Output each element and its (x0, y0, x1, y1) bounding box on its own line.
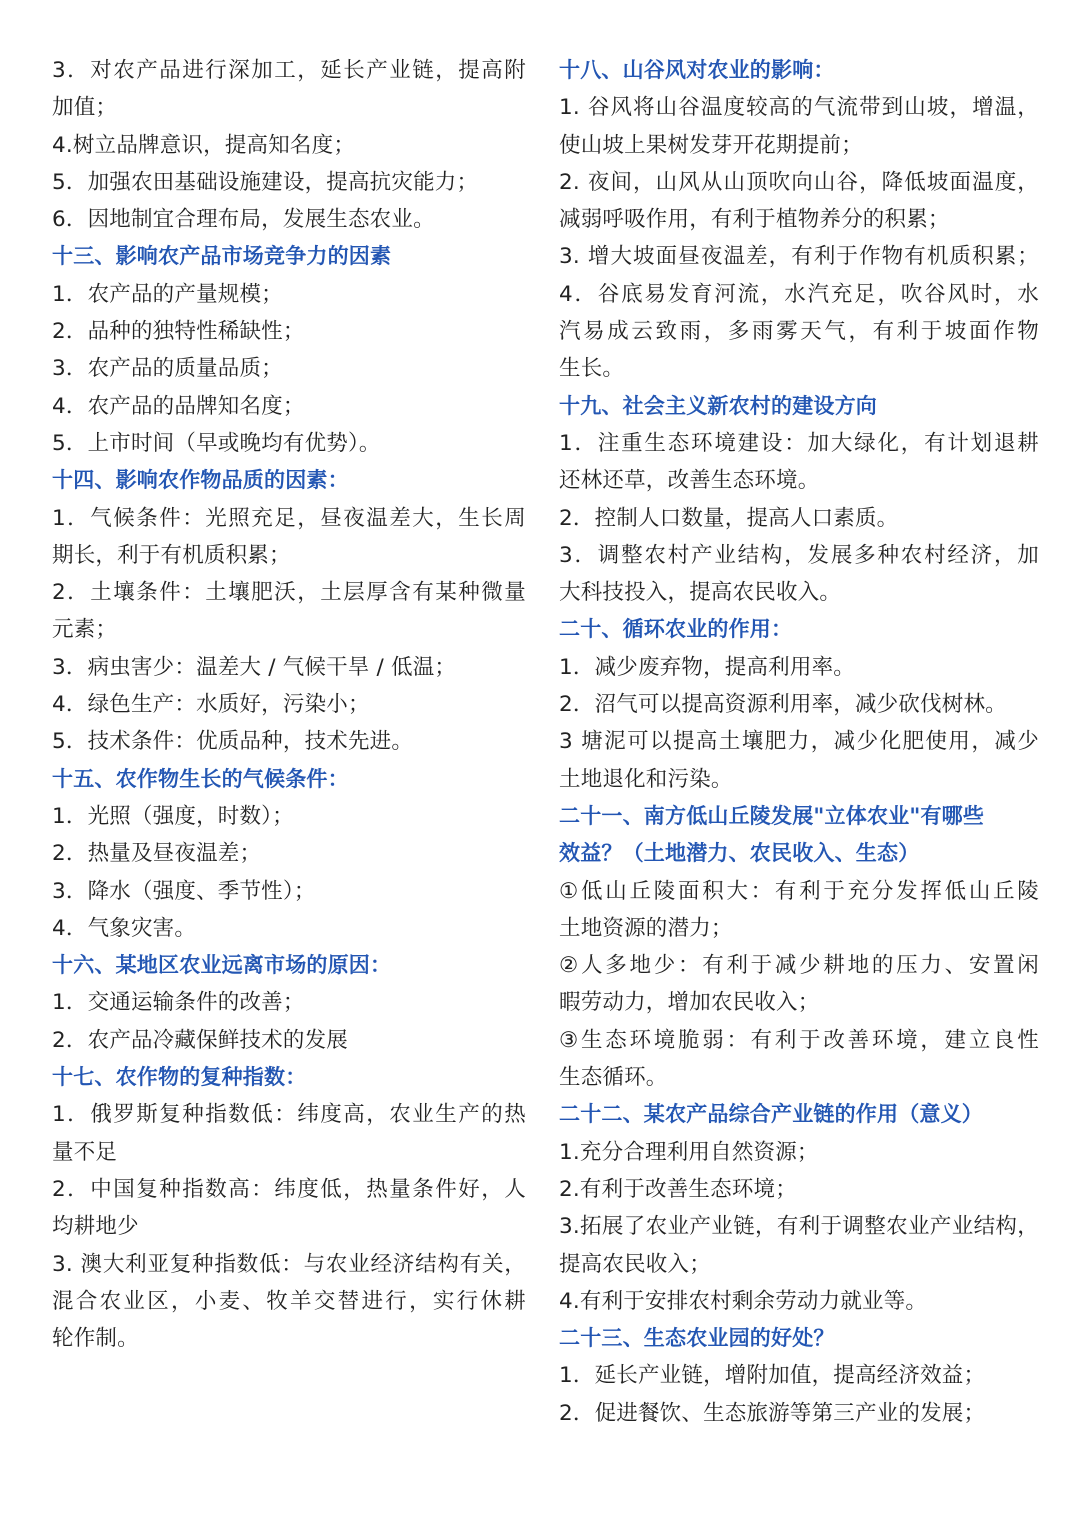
text-line: 均耕地少 (52, 1214, 139, 1240)
section-heading: 十八、山谷风对农业的影响： (559, 58, 835, 82)
text-line: 1．农产品的产量规模； (52, 281, 283, 307)
text-line: 量不足 (52, 1139, 118, 1165)
text-line: 2．控制人口数量，提高人口素质。 (559, 505, 899, 531)
text-line: 5．技术条件：优质品种，技术先进。 (52, 729, 414, 755)
text-line: 4．农产品的品牌知名度； (52, 393, 305, 419)
section-heading: 二十一、南方低山丘陵发展"立体农业"有哪些 (559, 803, 985, 828)
text-line: 暇劳动力，增加农民收入； (559, 990, 820, 1016)
text-line: 3.拓展了农业产业链，有利于调整农业产业结构， (559, 1214, 1039, 1240)
section-heading: 效益？（土地潜力、农民收入、生态） (559, 841, 920, 866)
text-line: ①低山丘陵面积大：有利于充分发挥低山丘陵 (559, 878, 1039, 904)
text-line: 加值； (52, 95, 118, 121)
text-line: 5．上市时间（早或晚均有优势）。 (52, 430, 381, 456)
text-line: 1．气候条件：光照充足，昼夜温差大，生长周 (52, 505, 526, 531)
text-line: 3．农产品的质量品质； (52, 356, 283, 382)
text-line: 1. 谷风将山谷温度较高的气流带到山坡，增温， (559, 95, 1039, 121)
section-heading: 十七、农作物的复种指数： (52, 1065, 307, 1090)
text-line: 还林还草，改善生态环境。 (559, 468, 820, 494)
text-line: 3．对农产品进行深加工，延长产业链，提高附 (52, 58, 526, 83)
text-line: 4．绿色生产：水质好，污染小； (52, 692, 370, 718)
text-line: 2．热量及昼夜温差； (52, 841, 262, 867)
text-line: 4．谷底易发育河流，水汽充足，吹谷风时，水 (559, 281, 1039, 307)
section-heading: 十六、某地区农业远离市场的原因： (52, 953, 392, 978)
text-line: 1．光照（强度，时数）； (52, 803, 294, 829)
text-line: 2．品种的独特性稀缺性； (52, 319, 305, 345)
section-heading: 十三、影响农产品市场竞争力的因素 (52, 244, 392, 269)
text-line: 4.有利于安排农村剩余劳动力就业等。 (559, 1288, 928, 1314)
section-heading: 十五、农作物生长的气候条件： (52, 766, 349, 791)
text-line: 3．降水（强度、季节性）； (52, 878, 316, 904)
text-line: 大科技投入，提高农民收入。 (559, 580, 842, 606)
text-line: 3. 澳大利亚复种指数低：与农业经济结构有关， (52, 1251, 526, 1277)
text-line: ②人多地少：有利于减少耕地的压力、安置闲 (559, 953, 1039, 979)
text-line: 轮作制。 (52, 1326, 139, 1352)
text-line: 6．因地制宜合理布局，发展生态农业。 (52, 207, 435, 233)
text-line: 提高农民收入； (559, 1251, 711, 1277)
left-column (52, 52, 526, 1357)
text-line: 1.充分合理利用自然资源； (559, 1139, 819, 1165)
text-line: 2．沼气可以提高资源利用率，减少砍伐树林。 (559, 692, 1007, 718)
text-line: 1．延长产业链，增附加值，提高经济效益； (559, 1363, 986, 1389)
text-line: 混合农业区，小麦、牧羊交替进行，实行休耕 (52, 1288, 526, 1314)
text-line: 2．促进餐饮、生态旅游等第三产业的发展； (559, 1400, 986, 1426)
text-line: 2.有利于改善生态环境； (559, 1176, 797, 1202)
text-line: 1．交通运输条件的改善； (52, 990, 305, 1016)
text-line: 2．农产品冷藏保鲜技术的发展 (52, 1027, 348, 1053)
text-line: 土地资源的潜力； (559, 915, 733, 941)
text-line: 生长。 (559, 356, 625, 382)
text-line: 2．土壤条件：土壤肥沃，土层厚含有某种微量 (52, 580, 526, 606)
section-heading: 二十三、生态农业园的好处？ (559, 1326, 835, 1351)
right-column (559, 52, 1039, 1432)
text-line: 2．中国复种指数高：纬度低，热量条件好，人 (52, 1176, 526, 1202)
text-line: 1．减少废弃物，提高利用率。 (559, 654, 855, 680)
section-heading: 十九、社会主义新农村的建设方向 (559, 393, 877, 418)
text-line: ③生态环境脆弱：有利于改善环境，建立良性 (559, 1027, 1039, 1053)
text-line: 使山坡上果树发芽开花期提前； (559, 132, 863, 158)
text-line: 元素； (52, 617, 118, 643)
text-line: 3．病虫害少：温差大 / 气候干旱 / 低温； (52, 654, 457, 680)
text-line: 1．俄罗斯复种指数低：纬度高，农业生产的热 (52, 1102, 526, 1128)
text-line: 1．注重生态环境建设：加大绿化，有计划退耕 (559, 430, 1039, 456)
section-heading: 二十、循环农业的作用： (559, 617, 793, 642)
text-line: 4．气象灾害。 (52, 915, 197, 941)
text-line: 3．调整农村产业结构，发展多种农村经济，加 (559, 542, 1039, 568)
text-line: 3. 增大坡面昼夜温差，有利于作物有机质积累； (559, 244, 1039, 270)
text-line: 汽易成云致雨，多雨雾天气，有利于坡面作物 (559, 319, 1039, 345)
text-line: 减弱呼吸作用，有利于植物养分的积累； (559, 207, 950, 233)
text-line: 4.树立品牌意识，提高知名度； (52, 132, 356, 158)
text-line: 生态循环。 (559, 1065, 668, 1091)
text-line: 期长，利于有机质积累； (52, 542, 291, 568)
section-heading: 十四、影响农作物品质的因素： (52, 468, 349, 493)
text-line: 5．加强农田基础设施建设，提高抗灾能力； (52, 169, 479, 195)
text-line: 3 塘泥可以提高土壤肥力，减少化肥使用，减少 (559, 729, 1039, 755)
section-heading: 二十二、某农产品综合产业链的作用（意义） (559, 1102, 983, 1127)
text-line: 土地退化和污染。 (559, 766, 733, 792)
text-line: 2. 夜间，山风从山顶吹向山谷，降低坡面温度， (559, 169, 1039, 195)
